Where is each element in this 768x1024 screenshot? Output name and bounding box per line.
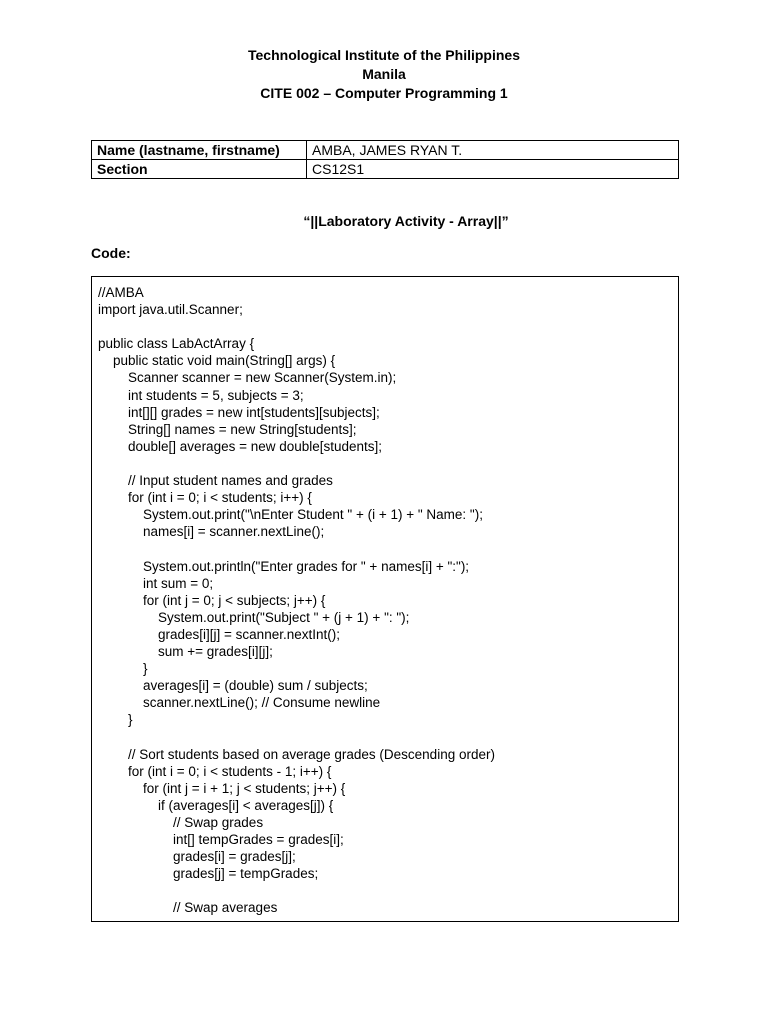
code-line: if (averages[i] < averages[j]) {: [98, 797, 334, 813]
code-line: [98, 882, 672, 899]
code-line: // Input student names and grades: [98, 473, 333, 489]
code-line: // Swap grades: [98, 814, 264, 830]
code-line: grades[i][j] = scanner.nextInt();: [98, 626, 340, 642]
code-line: int sum = 0;: [98, 575, 214, 591]
code-line: for (int i = 0; i < students - 1; i++) {: [98, 763, 332, 779]
code-line: scanner.nextLine(); // Consume newline: [98, 695, 381, 711]
activity-title: “||Laboratory Activity - Array||”: [303, 213, 509, 229]
section-label: Section: [92, 160, 307, 179]
code-line: }: [98, 661, 148, 677]
institution-name: Technological Institute of the Philippines: [248, 47, 520, 63]
section-row: [92, 160, 679, 179]
code-line: public static void main(String[] args) {: [98, 353, 336, 369]
code-line: //AMBA: [98, 285, 144, 300]
code-line: public class LabActArray {: [98, 336, 255, 352]
code-line: int[] tempGrades = grades[i];: [98, 832, 344, 847]
code-line: int[][] grades = new int[students][subjects];: [98, 404, 380, 420]
code-line: Scanner scanner = new Scanner(System.in);: [98, 370, 397, 386]
code-line: names[i] = scanner.nextLine();: [98, 524, 325, 540]
code-line: import java.util.Scanner;: [98, 302, 243, 318]
campus-name: Manila: [362, 66, 406, 82]
code-line: int students = 5, subjects = 3;: [98, 387, 304, 403]
code-line: System.out.println("Enter grades for " + names[i] + ":");: [98, 558, 470, 574]
code-line: for (int i = 0; i < students; i++) {: [98, 490, 312, 506]
code-box: [91, 276, 679, 922]
code-line: [98, 540, 672, 557]
name-value: AMBA, JAMES RYAN T.: [307, 141, 679, 160]
section-value: CS12S1: [307, 160, 679, 179]
name-row: [92, 141, 679, 160]
student-info-table: [91, 140, 679, 179]
course-title: CITE 002 – Computer Programming 1: [260, 85, 508, 101]
code-line: double[] averages = new double[students];: [98, 438, 383, 454]
code-line: // Swap averages: [98, 900, 278, 916]
name-label: Name (lastname, firstname): [92, 141, 307, 160]
code-line: sum += grades[i][j];: [98, 643, 273, 659]
code-line: grades[i] = grades[j];: [98, 849, 296, 865]
document-header: [0, 46, 768, 103]
code-line: for (int j = i + 1; j < students; j++) {: [98, 780, 346, 796]
code-line: [98, 728, 672, 745]
code-line: String[] names = new String[students];: [98, 421, 357, 437]
code-line: averages[i] = (double) sum / subjects;: [98, 678, 368, 694]
code-label: Code:: [91, 245, 131, 261]
code-line: for (int j = 0; j < subjects; j++) {: [98, 592, 326, 608]
code-line: }: [98, 712, 133, 728]
code-line: [98, 455, 672, 472]
code-line: System.out.print("\nEnter Student " + (i + 1) + " Name: ");: [98, 507, 483, 523]
code-line: System.out.print("Subject " + (j + 1) + ": ");: [98, 609, 410, 625]
code-line: grades[j] = tempGrades;: [98, 866, 319, 882]
code-line: // Sort students based on average grades (Descending order): [98, 746, 495, 762]
code-line: [98, 318, 672, 335]
